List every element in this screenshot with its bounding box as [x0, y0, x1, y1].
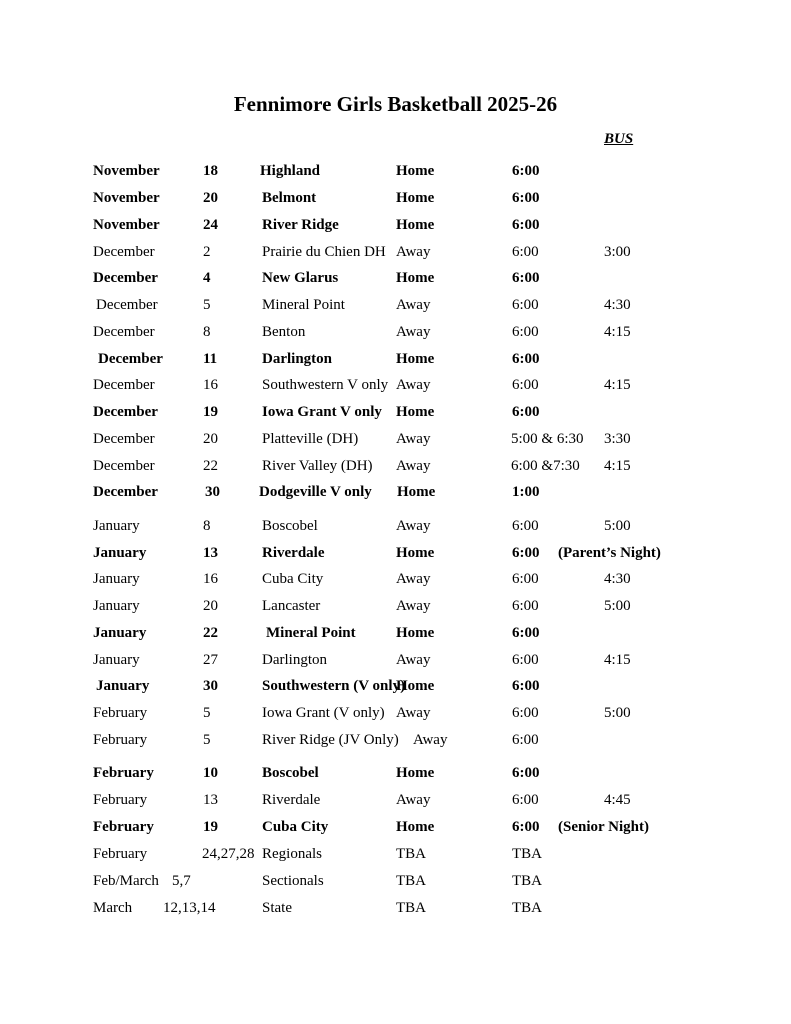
- table-row: [0, 625, 791, 647]
- cell-time: 6:00: [512, 270, 540, 286]
- cell-site: Away: [396, 705, 431, 721]
- cell-opponent: Cuba City: [262, 819, 329, 835]
- cell-month: February: [93, 819, 154, 835]
- table-row: [0, 765, 791, 787]
- table-row: [0, 190, 791, 212]
- cell-bus: 4:15: [604, 377, 631, 393]
- table-row: [0, 652, 791, 674]
- cell-site: Home: [396, 351, 435, 367]
- cell-opponent: Riverdale: [262, 792, 321, 808]
- cell-time: TBA: [512, 873, 542, 889]
- table-row: [0, 324, 791, 346]
- cell-site: Home: [396, 545, 435, 561]
- cell-month: February: [93, 705, 148, 721]
- cell-site: Home: [396, 404, 435, 420]
- cell-time: 6:00: [512, 244, 539, 260]
- cell-month: December: [93, 458, 155, 474]
- cell-site: TBA: [396, 900, 426, 916]
- cell-bus: 4:15: [604, 458, 631, 474]
- table-row: [0, 732, 791, 754]
- cell-bus: (Parent’s Night): [558, 545, 661, 561]
- cell-month: February: [93, 792, 148, 808]
- cell-bus: 3:30: [604, 431, 631, 447]
- table-row: [0, 705, 791, 727]
- cell-opponent: Southwestern V only: [262, 377, 389, 393]
- cell-time: 6:00: [512, 598, 539, 614]
- cell-site: Away: [396, 518, 431, 534]
- cell-site: Away: [396, 652, 431, 668]
- cell-site: Away: [396, 458, 431, 474]
- cell-day: 13: [203, 792, 218, 808]
- table-row: [0, 431, 791, 453]
- cell-site: Away: [396, 792, 431, 808]
- table-row: [0, 678, 791, 700]
- cell-opponent: Belmont: [262, 190, 317, 206]
- cell-day: 22: [203, 458, 218, 474]
- cell-site: Away: [396, 377, 431, 393]
- cell-bus: 4:30: [604, 297, 631, 313]
- cell-time: 6:00: [512, 404, 540, 420]
- cell-bus: 5:00: [604, 598, 631, 614]
- cell-site: Home: [396, 217, 435, 233]
- cell-day: 19: [203, 404, 218, 420]
- cell-day: 5: [203, 705, 211, 721]
- cell-opponent: Platteville (DH): [262, 431, 359, 447]
- cell-opponent: Darlington: [262, 351, 333, 367]
- bus-column-header: BUS: [604, 131, 634, 147]
- cell-opponent: Cuba City: [262, 571, 324, 587]
- cell-bus: 5:00: [604, 518, 631, 534]
- cell-month: February: [93, 732, 148, 748]
- cell-site: Away: [396, 324, 431, 340]
- cell-opponent: Benton: [262, 324, 306, 340]
- table-row: [0, 163, 791, 185]
- cell-month: December: [96, 297, 158, 313]
- table-row: [0, 270, 791, 292]
- cell-site: Away: [396, 598, 431, 614]
- cell-opponent: State: [262, 900, 292, 916]
- cell-site: TBA: [396, 873, 426, 889]
- table-row: [0, 900, 791, 922]
- cell-bus: 5:00: [604, 705, 631, 721]
- cell-opponent: Mineral Point: [262, 297, 345, 313]
- cell-site: Home: [396, 190, 435, 206]
- table-row: [0, 217, 791, 239]
- table-row: [0, 458, 791, 480]
- cell-day: 16: [203, 377, 218, 393]
- cell-time: 1:00: [512, 484, 540, 500]
- cell-day: 22: [203, 625, 218, 641]
- cell-day: 13: [203, 545, 218, 561]
- cell-time: 6:00: [512, 652, 539, 668]
- cell-opponent: Lancaster: [262, 598, 321, 614]
- cell-day: 19: [203, 819, 218, 835]
- cell-site: Away: [396, 571, 431, 587]
- cell-opponent: Boscobel: [262, 765, 319, 781]
- cell-day: 20: [203, 431, 218, 447]
- table-row: [0, 351, 791, 373]
- cell-day: 5: [203, 297, 211, 313]
- page-title: Fennimore Girls Basketball 2025-26: [233, 92, 558, 116]
- cell-time: 6:00: [512, 678, 540, 694]
- table-row: [0, 846, 791, 868]
- cell-opponent: Southwestern (V only): [262, 678, 406, 694]
- cell-time: 6:00: [512, 625, 540, 641]
- cell-time: 6:00: [512, 351, 540, 367]
- cell-time: 6:00: [512, 217, 540, 233]
- cell-day: 30: [203, 678, 218, 694]
- cell-opponent: Dodgeville V only: [259, 484, 372, 500]
- cell-day: 11: [203, 351, 218, 367]
- cell-opponent: Highland: [260, 163, 321, 179]
- cell-time: 6:00: [512, 324, 539, 340]
- cell-opponent: River Ridge (JV Only): [262, 732, 399, 748]
- cell-day: 8: [203, 324, 211, 340]
- cell-day: 18: [203, 163, 218, 179]
- cell-month: March: [93, 900, 133, 916]
- cell-month: January: [93, 518, 140, 534]
- cell-opponent: Mineral Point: [266, 625, 356, 641]
- cell-month: December: [93, 431, 155, 447]
- cell-site: Home: [396, 678, 435, 694]
- cell-month: January: [93, 598, 140, 614]
- cell-site: Home: [396, 819, 435, 835]
- cell-day: 12,13,14: [163, 900, 216, 916]
- table-row: [0, 297, 791, 319]
- cell-bus: (Senior Night): [558, 819, 649, 835]
- cell-opponent: Darlington: [262, 652, 327, 668]
- table-row: [0, 518, 791, 540]
- cell-time: 6:00: [512, 545, 540, 561]
- cell-month: January: [96, 678, 150, 694]
- cell-time: 6:00: [512, 190, 540, 206]
- cell-time: 6:00: [512, 571, 539, 587]
- table-row: [0, 545, 791, 567]
- cell-site: Home: [396, 270, 435, 286]
- cell-day: 24,27,28: [202, 846, 255, 862]
- cell-opponent: Regionals: [262, 846, 322, 862]
- cell-month: January: [93, 625, 147, 641]
- cell-month: January: [93, 545, 147, 561]
- cell-site: Home: [396, 163, 435, 179]
- cell-day: 4: [203, 270, 211, 286]
- cell-site: Away: [396, 297, 431, 313]
- cell-bus: 3:00: [604, 244, 631, 260]
- cell-month: December: [93, 484, 158, 500]
- cell-month: February: [93, 765, 154, 781]
- cell-day: 10: [203, 765, 218, 781]
- cell-time: 5:00 & 6:30: [511, 431, 584, 447]
- cell-time: 6:00: [512, 819, 540, 835]
- table-row: [0, 377, 791, 399]
- cell-time: 6:00: [512, 163, 540, 179]
- cell-month: December: [93, 244, 155, 260]
- cell-time: 6:00 &7:30: [511, 458, 580, 474]
- cell-month: December: [93, 324, 155, 340]
- table-row: [0, 484, 791, 506]
- cell-site: Away: [396, 431, 431, 447]
- cell-day: 8: [203, 518, 211, 534]
- cell-time: 6:00: [512, 377, 539, 393]
- cell-time: 6:00: [512, 518, 539, 534]
- cell-bus: 4:15: [604, 652, 631, 668]
- cell-month: December: [98, 351, 163, 367]
- cell-month: February: [93, 846, 148, 862]
- table-row: [0, 598, 791, 620]
- cell-opponent: Sectionals: [262, 873, 324, 889]
- cell-opponent: Prairie du Chien DH: [262, 244, 386, 260]
- cell-site: TBA: [396, 846, 426, 862]
- cell-bus: 4:30: [604, 571, 631, 587]
- cell-month: December: [93, 270, 158, 286]
- cell-opponent: Riverdale: [262, 545, 325, 561]
- cell-time: TBA: [512, 900, 542, 916]
- cell-time: 6:00: [512, 705, 539, 721]
- cell-bus: 4:45: [604, 792, 631, 808]
- cell-day: 24: [203, 217, 218, 233]
- cell-time: 6:00: [512, 792, 539, 808]
- cell-month: January: [93, 652, 140, 668]
- table-row: [0, 819, 791, 841]
- cell-opponent: New Glarus: [262, 270, 339, 286]
- cell-site: Home: [396, 765, 435, 781]
- cell-month: November: [93, 163, 160, 179]
- cell-opponent: River Valley (DH): [262, 458, 373, 474]
- cell-bus: 4:15: [604, 324, 631, 340]
- cell-month: Feb/March: [93, 873, 159, 889]
- cell-day: 5: [203, 732, 211, 748]
- cell-month: November: [93, 190, 160, 206]
- cell-site: Home: [396, 625, 435, 641]
- cell-site: Home: [397, 484, 436, 500]
- cell-day: 20: [203, 190, 218, 206]
- cell-day: 20: [203, 598, 218, 614]
- cell-site: Away: [413, 732, 448, 748]
- cell-day: 30: [205, 484, 220, 500]
- table-row: [0, 571, 791, 593]
- cell-month: December: [93, 377, 155, 393]
- cell-time: TBA: [512, 846, 542, 862]
- cell-day: 2: [203, 244, 211, 260]
- table-row: [0, 873, 791, 895]
- cell-opponent: Boscobel: [262, 518, 318, 534]
- cell-month: December: [93, 404, 158, 420]
- cell-month: January: [93, 571, 140, 587]
- cell-opponent: Iowa Grant V only: [262, 404, 382, 420]
- cell-day: 16: [203, 571, 218, 587]
- table-row: [0, 404, 791, 426]
- cell-opponent: River Ridge: [262, 217, 339, 233]
- cell-day: 27: [203, 652, 218, 668]
- cell-site: Away: [396, 244, 431, 260]
- table-row: [0, 792, 791, 814]
- cell-time: 6:00: [512, 297, 539, 313]
- cell-time: 6:00: [512, 732, 539, 748]
- cell-month: November: [93, 217, 160, 233]
- cell-opponent: Iowa Grant (V only): [262, 705, 385, 721]
- cell-day: 5,7: [172, 873, 191, 889]
- table-row: [0, 244, 791, 266]
- cell-time: 6:00: [512, 765, 540, 781]
